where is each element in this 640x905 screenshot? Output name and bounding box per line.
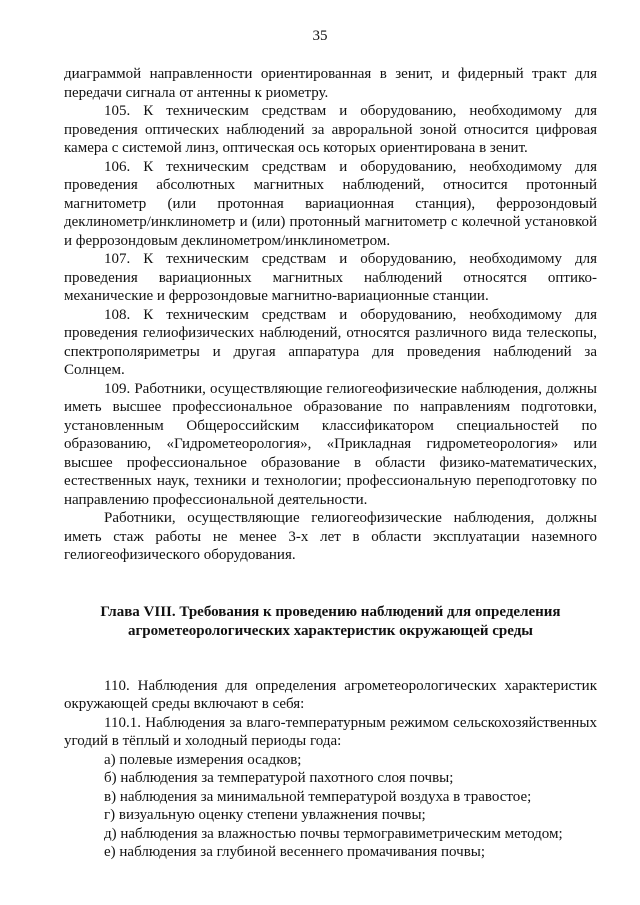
list-item: а) полевые измерения осадков; xyxy=(104,751,302,768)
paragraph-110: 110. Наблюдения для определения агрометеорологических характеристик окружающей среды включают в себя: xyxy=(64,677,597,712)
page-number: 35 xyxy=(312,28,328,44)
paragraph-110-1: 110.1. Наблюдения за влаго-температурным режимом сельскохозяйственных угодий в тёплый и холодный периоды года: xyxy=(64,714,597,749)
list-item: г) визуальную оценку степени увлажнения почвы; xyxy=(104,807,426,823)
paragraph-109-staff: Работники, осуществляющие гелиогеофизические наблюдения, должны иметь стаж работы не менее 3-х лет в области эксплуатации наземного гелиогеофизического оборудования. xyxy=(64,510,597,563)
list-item: е) наблюдения за глубиной весеннего промачивания почвы; xyxy=(104,844,486,860)
paragraph-105: 105. К техническим средствам и оборудованию, необходимому для проведения оптических наблюдений за авроральной зоной относится цифровая камера с системой линз, оптическая ось которых ориентирована в зенит. xyxy=(64,103,597,156)
paragraph-108: 108. К техническим средствам и оборудованию, необходимому для проведения гелиофизических наблюдений, относятся различного вида телескопы, спектрополяриметры и другая аппаратура для проведения наблюдений за Солнцем. xyxy=(64,306,597,378)
page-body xyxy=(64,65,597,862)
paragraph-107: 107. К техническим средствам и оборудованию, необходимому для проведения вариационных магнитных наблюдений относятся оптико-механические и феррозондовые магнитно-вариационные станции. xyxy=(64,251,597,304)
list-item: б) наблюдения за температурой пахотного слоя почвы; xyxy=(104,770,454,786)
paragraph-106: 106. К техническим средствам и оборудованию, необходимому для проведения абсолютных магнитных наблюдений, относится протонный магнитометр (или протонная вариационная станция), феррозондовый деклинометр/инклинометр и (или) протонный магнитометр с колечной установкой и феррозондовым деклинометром/инклинометром. xyxy=(64,158,597,249)
chapter-heading: Глава VIII. Требования к проведению наблюдений для определения агрометеорологических характеристик окружающей среды xyxy=(100,603,561,639)
paragraph-continuation: диаграммой направленности ориентированная в зенит, и фидерный тракт для передачи сигнала от антенны к риометру. xyxy=(64,66,597,101)
list-item: д) наблюдения за влажностью почвы термогравиметрическим методом; xyxy=(104,825,563,842)
list-item: в) наблюдения за минимальной температурой воздуха в травостое; xyxy=(104,788,532,805)
paragraph-109: 109. Работники, осуществляющие гелиогеофизические наблюдения, должны иметь высшее профессиональное образование по направлениям подготовки, установленным Общероссийским классификатором специальностей по образованию, «Гидрометеорология», «Прикладная гидрометеорология» или высшее профессиональное образование в области физико-математических, естественных наук, техники и технологии; профессиональную переподготовку по направлению профессиональной деятельности. xyxy=(64,380,597,508)
